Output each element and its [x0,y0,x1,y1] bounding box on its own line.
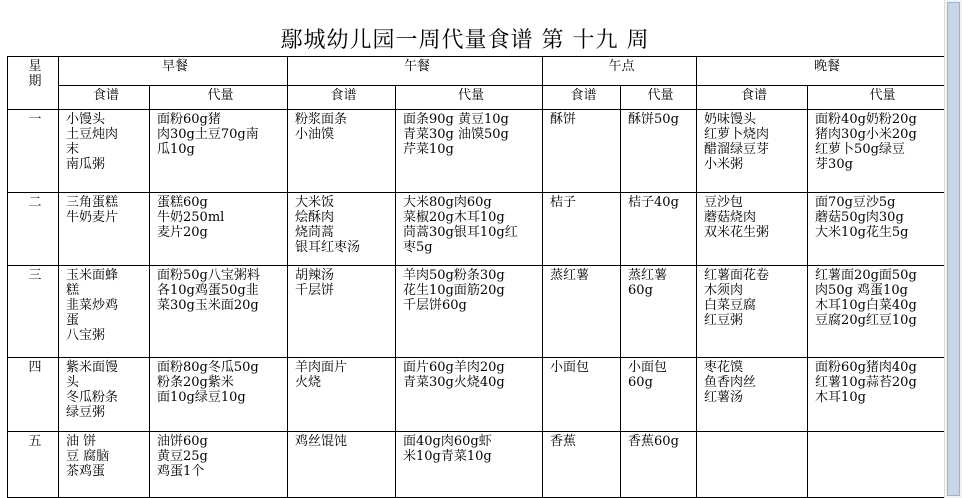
dinner-menu-header: 食谱 [697,86,808,110]
snack-amount-cell: 香蕉60g [621,432,697,498]
breakfast-menu-header: 食谱 [59,86,150,110]
dinner-menu-cell: 奶味馒头 红萝卜烧肉 醋溜绿豆芽 小米粥 [697,110,808,193]
snack-menu-cell: 香蕉 [543,432,621,498]
table-row-tuesday [8,193,954,266]
afternoon-snack-header: 午点 [543,57,697,86]
table-row-wednesday [8,266,954,358]
vertical-scrollbar[interactable] [944,0,962,498]
header-row-sub [8,86,954,110]
header-row-meals [8,57,954,86]
lunch-amount-cell: 面条90g 黄豆10g 青菜30g 油馍50g 芹菜10g [396,110,543,193]
weekday-label: 一 [8,110,59,193]
lunch-amount-cell: 面片60g羊肉20g 青菜30g火烧40g [396,358,543,432]
snack-amount-cell: 桔子40g [621,193,697,266]
lunch-menu-cell: 粉浆面条 小油馍 [288,110,396,193]
dinner-amount-cell: 红薯面20g面50g 肉50g 鸡蛋10g 木耳10g白菜40g 豆腐20g红豆10g [808,266,954,358]
lunch-menu-cell: 大米饭 烩酥肉 烧茼蒿 银耳红枣汤 [288,193,396,266]
snack-amount-cell: 小面包 60g [621,358,697,432]
scrollbar-thumb[interactable] [947,2,960,496]
weekday-label: 二 [8,193,59,266]
snack-menu-cell: 小面包 [543,358,621,432]
dinner-menu-cell [697,432,808,498]
dinner-menu-cell: 枣花馍 鱼香肉丝 红薯汤 [697,358,808,432]
snack-amount-header: 代量 [621,86,697,110]
lunch-amount-header: 代量 [396,86,543,110]
breakfast-menu-cell: 小馒头 土豆炖肉 末 南瓜粥 [59,110,150,193]
breakfast-header: 早餐 [59,57,288,86]
dinner-amount-cell [808,432,954,498]
lunch-menu-header: 食谱 [288,86,396,110]
page-title: 鄢城幼儿园一周代量食谱 第 十九 周 [280,28,650,53]
weekday-header: 星 期 [8,57,59,110]
breakfast-amount-cell: 蛋糕60g 牛奶250ml 麦片20g [150,193,288,266]
dinner-header: 晚餐 [697,57,954,86]
weekday-label: 四 [8,358,59,432]
weekday-label: 五 [8,432,59,498]
breakfast-amount-cell: 面粉50g八宝粥料 各10g鸡蛋50g韭 菜30g玉米面20g [150,266,288,358]
snack-menu-cell: 桔子 [543,193,621,266]
breakfast-menu-cell: 紫米面馒 头 冬瓜粉条 绿豆粥 [59,358,150,432]
weekly-menu-table [7,56,954,498]
dinner-amount-cell: 面粉60g猪肉40g 红薯10g蒜苔20g 木耳10g [808,358,954,432]
breakfast-amount-header: 代量 [150,86,288,110]
dinner-amount-header: 代量 [808,86,954,110]
table-row-friday [8,432,954,498]
dinner-amount-cell: 面70g豆沙5g 蘑菇50g肉30g 大米10g花生5g [808,193,954,266]
lunch-header: 午餐 [288,57,543,86]
breakfast-amount-cell: 油饼60g 黄豆25g 鸡蛋1个 [150,432,288,498]
table-row-thursday [8,358,954,432]
snack-menu-cell: 蒸红薯 [543,266,621,358]
breakfast-menu-cell: 油 饼 豆 腐脑 茶鸡蛋 [59,432,150,498]
table-row-monday [8,110,954,193]
breakfast-menu-cell: 玉米面蜂 糕 韭菜炒鸡 蛋 八宝粥 [59,266,150,358]
dinner-menu-cell: 红薯面花卷 木须肉 白菜豆腐 红豆粥 [697,266,808,358]
breakfast-menu-cell: 三角蛋糕 牛奶麦片 [59,193,150,266]
lunch-amount-cell: 大米80g肉60g 菜椒20g木耳10g 茼蒿30g银耳10g红 枣5g [396,193,543,266]
lunch-menu-cell: 羊肉面片 火烧 [288,358,396,432]
lunch-menu-cell: 胡辣汤 千层饼 [288,266,396,358]
snack-amount-cell: 蒸红薯 60g [621,266,697,358]
snack-menu-cell: 酥饼 [543,110,621,193]
dinner-amount-cell: 面粉40g奶粉20g 猪肉30g小米20g 红萝卜50g绿豆 芽30g [808,110,954,193]
weekday-label: 三 [8,266,59,358]
lunch-amount-cell: 面40g肉60g虾 米10g青菜10g [396,432,543,498]
lunch-amount-cell: 羊肉50g粉条30g 花生10g面筋20g 千层饼60g [396,266,543,358]
breakfast-amount-cell: 面粉60g猪 肉30g土豆70g南 瓜10g [150,110,288,193]
breakfast-amount-cell: 面粉80g冬瓜50g 粉条20g紫米 面10g绿豆10g [150,358,288,432]
dinner-menu-cell: 豆沙包 蘑菇烧肉 双米花生粥 [697,193,808,266]
lunch-menu-cell: 鸡丝馄饨 [288,432,396,498]
snack-amount-cell: 酥饼50g [621,110,697,193]
snack-menu-header: 食谱 [543,86,621,110]
